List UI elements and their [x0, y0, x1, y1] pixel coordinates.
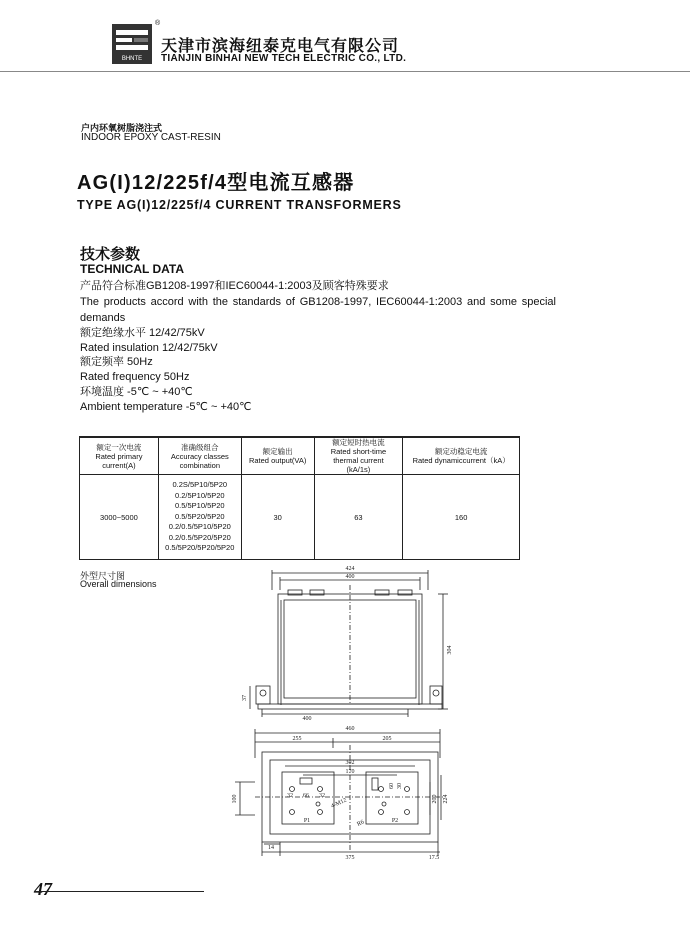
- standard-cn: 产品符合标准GB1208-1997和IEC60044-1:2003及顾客特殊要求: [80, 280, 389, 292]
- cell-thermal: 63: [314, 475, 403, 560]
- dim-front-inner: 400: [345, 574, 355, 580]
- standard-en: The products accord with the standards of GB1208-1997, IEC60044-1:2003 and some special demands: [80, 296, 556, 324]
- frequency-en: Rated frequency 50Hz: [80, 371, 190, 384]
- dim-top-32a: 32: [287, 793, 293, 799]
- page-title-cn: AG(I)12/225f/4型电流互感器: [77, 172, 355, 194]
- frequency-cn: 额定频率 50Hz: [80, 356, 153, 369]
- insulation-en: Rated insulation 12/42/75kV: [80, 341, 218, 354]
- dim-top-224: 224: [443, 794, 449, 804]
- insulation-cn: 额定绝缘水平 12/42/75kV: [80, 327, 205, 339]
- dim-top-66: 66: [303, 793, 309, 799]
- company-name-cn: 天津市滨海纽泰克电气有限公司: [161, 38, 400, 55]
- cell-dynamic: 160: [403, 475, 520, 560]
- page-title-en: TYPE AG(I)12/225f/4 CURRENT TRANSFORMERS: [77, 198, 402, 212]
- registered-mark: ®: [155, 20, 161, 27]
- label-p1: P1: [303, 818, 311, 824]
- logo-text: BHNTE: [121, 56, 143, 62]
- header-primary-current: 额定一次电流 Rated primary current(A): [80, 437, 159, 475]
- company-name-en: TIANJIN BINHAI NEW TECH ELECTRIC CO., LTD.: [161, 53, 407, 64]
- dim-top-total: 460: [345, 726, 355, 732]
- dim-top-100: 100: [232, 794, 238, 804]
- page-number: 47: [34, 879, 52, 899]
- header-accuracy: 准确级组合 Accuracy classes combination: [158, 437, 241, 475]
- dim-front-height: 304: [447, 645, 453, 655]
- dimensions-heading-cn: 外型尺寸图: [80, 571, 126, 581]
- top-view-drawing: [235, 729, 445, 856]
- category-cn: 户内环氧树脂浇注式: [81, 123, 163, 133]
- temperature-cn: 环境温度 -5℃ ~ +40℃: [80, 385, 193, 398]
- dim-top-left: 255: [292, 736, 302, 742]
- cell-accuracy: 0.2S/5P10/5P20 0.2/5P10/5P20 0.5/5P10/5P20 0.5/5P20/5P20 0.2/0.5/5P10/5P20 0.2/0.5/5P20/5P20 0.5/5P20/5P20/5P20: [158, 475, 241, 560]
- dim-front-foot: 400: [302, 716, 312, 722]
- technical-heading-en: TECHNICAL DATA: [80, 262, 184, 276]
- header-dynamic: 额定动稳定电流 Rated dynamiccurrent（kA）: [403, 437, 520, 475]
- dim-top-175: 17.5: [428, 855, 440, 861]
- dim-top-holes: 4-M12: [330, 797, 348, 810]
- header-thermal: 额定短时热电流 Rated short-time thermal current (kA/1s): [314, 437, 403, 475]
- dim-top-32b: 32: [319, 793, 325, 799]
- temperature-en: Ambient temperature -5℃ ~ +40℃: [80, 400, 252, 413]
- dim-top-30: 30: [397, 783, 403, 789]
- technical-heading-cn: 技术参数: [80, 246, 141, 263]
- dim-top-375: 375: [345, 855, 355, 861]
- dim-top-right: 205: [382, 736, 392, 742]
- dim-front-base: 37: [242, 695, 248, 701]
- dim-top-span1: 302: [345, 760, 355, 766]
- dim-top-14: 14: [268, 845, 274, 851]
- header-output: 额定输出 Rated output(VA): [241, 437, 314, 475]
- category-en: INDOOR EPOXY CAST-RESIN: [81, 132, 221, 143]
- dim-front-outer: 424: [345, 566, 355, 572]
- footer-rule: [34, 891, 204, 892]
- dim-top-200: 200: [432, 794, 438, 804]
- front-view-drawing: [250, 570, 448, 717]
- dimensions-heading-en: Overall dimensions: [80, 579, 157, 589]
- cell-current: 3000~5000: [80, 475, 159, 560]
- dim-top-r6: R6: [356, 819, 366, 828]
- dim-top-60: 60: [389, 783, 395, 789]
- label-p2: P2: [391, 818, 399, 824]
- cell-output: 30: [241, 475, 314, 560]
- dim-top-span2: 170: [345, 769, 355, 775]
